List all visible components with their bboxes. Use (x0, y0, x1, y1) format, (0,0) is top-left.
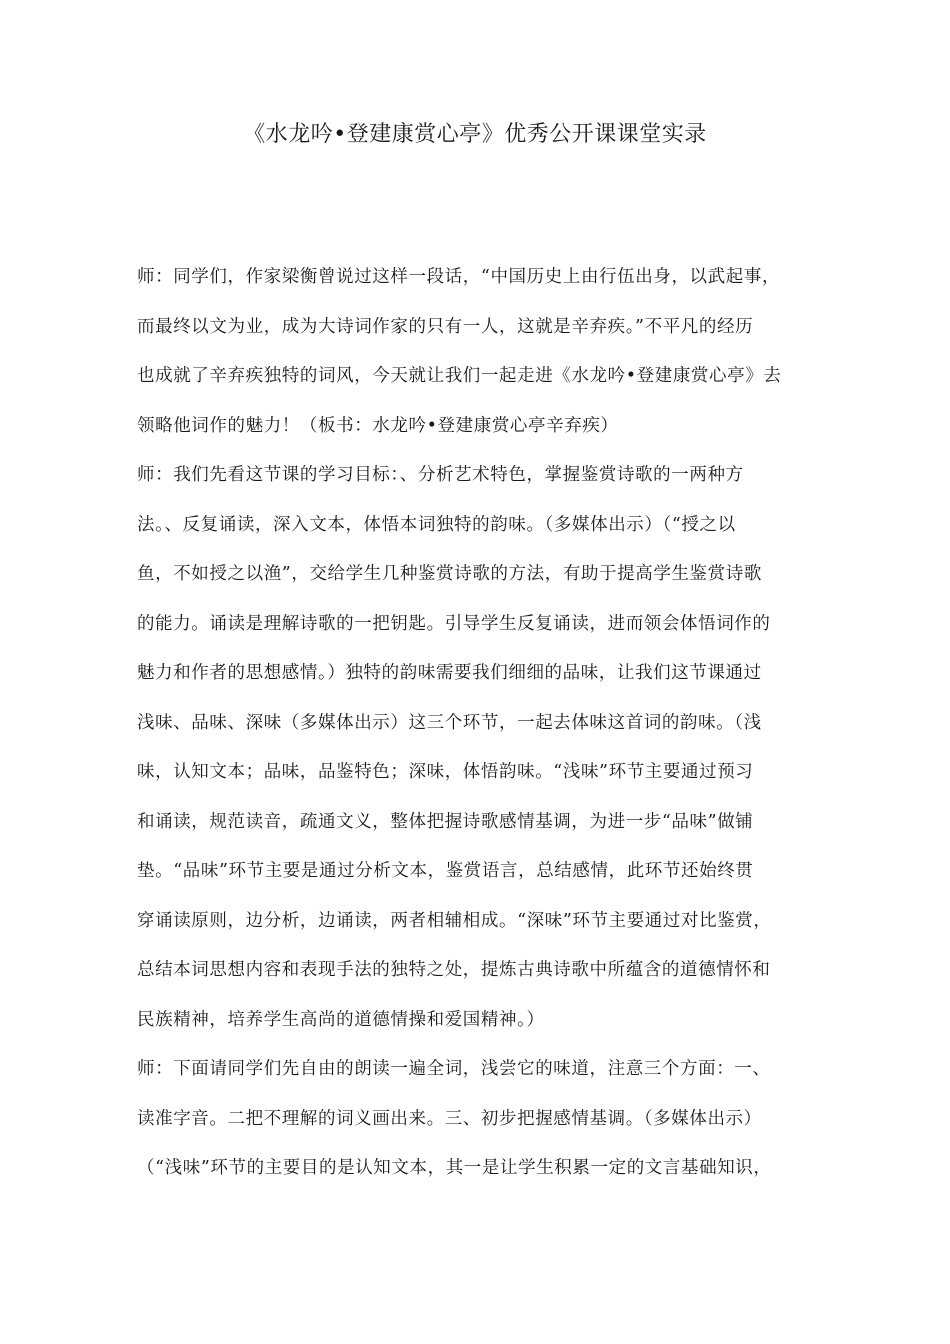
body-line-16: 民族精神，培养学生高尚的道德情操和爱国精神。） (137, 1009, 545, 1030)
body-line-9: 魅力和作者的思想感情。）独特的韵味需要我们细细的品味，让我们这节课通过 (137, 663, 762, 683)
body-line-12: 和诵读，规范读音，疏通文义，整体把握诗歌感情基调，为进一步“品味”做铺 (137, 811, 754, 832)
body-line-2: 而最终以文为业，成为大诗词作家的只有一人，这就是辛弃疾。”不平凡的经历 (137, 316, 754, 337)
body-line-19: （“浅味”环节的主要目的是认知文本，其一是让学生积累一定的文言基础知识， (137, 1158, 772, 1178)
document-body (137, 262, 837, 1203)
body-line-14: 穿诵读原则，边分析，边诵读，两者相辅相成。“深味”环节主要通过对比鉴赏， (137, 910, 772, 931)
body-line-7: 鱼，不如授之以渔”，交给学生几种鉴赏诗歌的方法，有助于提高学生鉴赏诗歌 (137, 564, 762, 584)
body-line-1: 师：同学们，作家梁衡曾说过这样一段话，“中国历史上由行伍出身，以武起事， (137, 267, 781, 287)
body-line-11: 味，认知文本；品味，品鉴特色；深味，体悟韵味。“浅味”环节主要通过预习 (137, 762, 754, 782)
body-line-13: 垫。“品味”环节主要是通过分析文本，鉴赏语言，总结感情，此环节还始终贯 (137, 861, 754, 881)
body-line-10: 浅味、品味、深味（多媒体出示）这三个环节，一起去体味这首词的韵味。（浅 (137, 712, 762, 733)
body-line-18: 读准字音。二把不理解的词义画出来。三、初步把握感情基调。（多媒体出示） (137, 1108, 762, 1129)
body-line-4: 领略他词作的魅力！（板书：水龙吟•登建康赏心亭辛弃疾） (137, 415, 619, 436)
body-line-5: 师：我们先看这节课的学习目标：、分析艺术特色，掌握鉴赏诗歌的一两种方 (137, 465, 744, 485)
document-title: 《水龙吟•登建康赏心亭》优秀公开课课堂实录 (243, 122, 707, 147)
body-line-3: 也成就了辛弃疾独特的词风，今天就让我们一起走进《水龙吟•登建康赏心亭》去 (137, 366, 782, 386)
body-line-8: 的能力。诵读是理解诗歌的一把钥匙。引导学生反复诵读，进而领会体悟词作的 (137, 613, 771, 634)
body-line-17: 师：下面请同学们先自由的朗读一遍全词，浅尝它的味道，注意三个方面：一、 (137, 1059, 771, 1079)
body-line-6: 法。、反复诵读，深入文本，体悟本词独特的韵味。（多媒体出示）（“授之以 (137, 514, 736, 535)
body-line-15: 总结本词思想内容和表现手法的独特之处，提炼古典诗歌中所蕴含的道德情怀和 (137, 960, 771, 980)
